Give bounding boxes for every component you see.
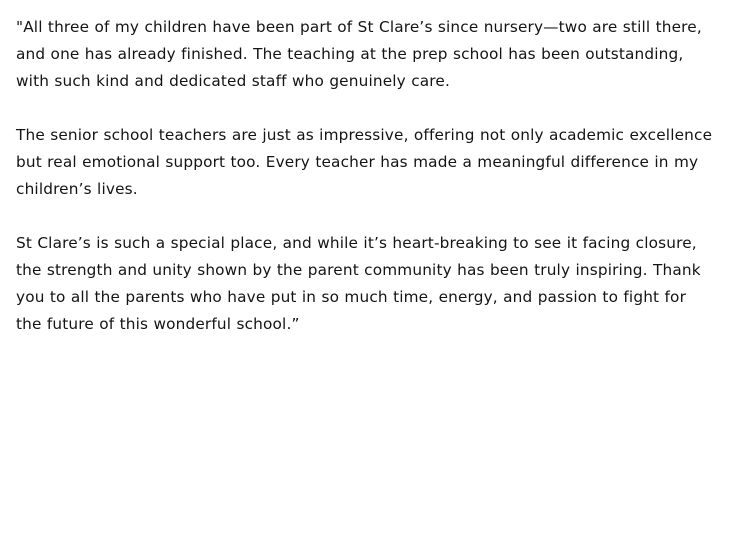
paragraph-1: "All three of my children have been part of St Clare’s since nursery—two are still there, and one has already finished. The teaching at the prep school has been outstanding, with such kind and dedicated staff who genuinely care. [16,18,702,90]
paragraph-2: The senior school teachers are just as impressive, offering not only academic excellence but real emotional support too. Every teacher has made a meaningful difference in my children’s lives. [16,126,713,198]
paragraph-3: St Clare’s is such a special place, and while it’s heart-breaking to see it facing closure, the strength and unity shown by the parent community has been truly inspiring. Thank you to all the parents who have put in so much time, energy, and passion to fight for the future of this wonderful school.” [16,234,701,333]
testimonial-block [16,14,713,338]
